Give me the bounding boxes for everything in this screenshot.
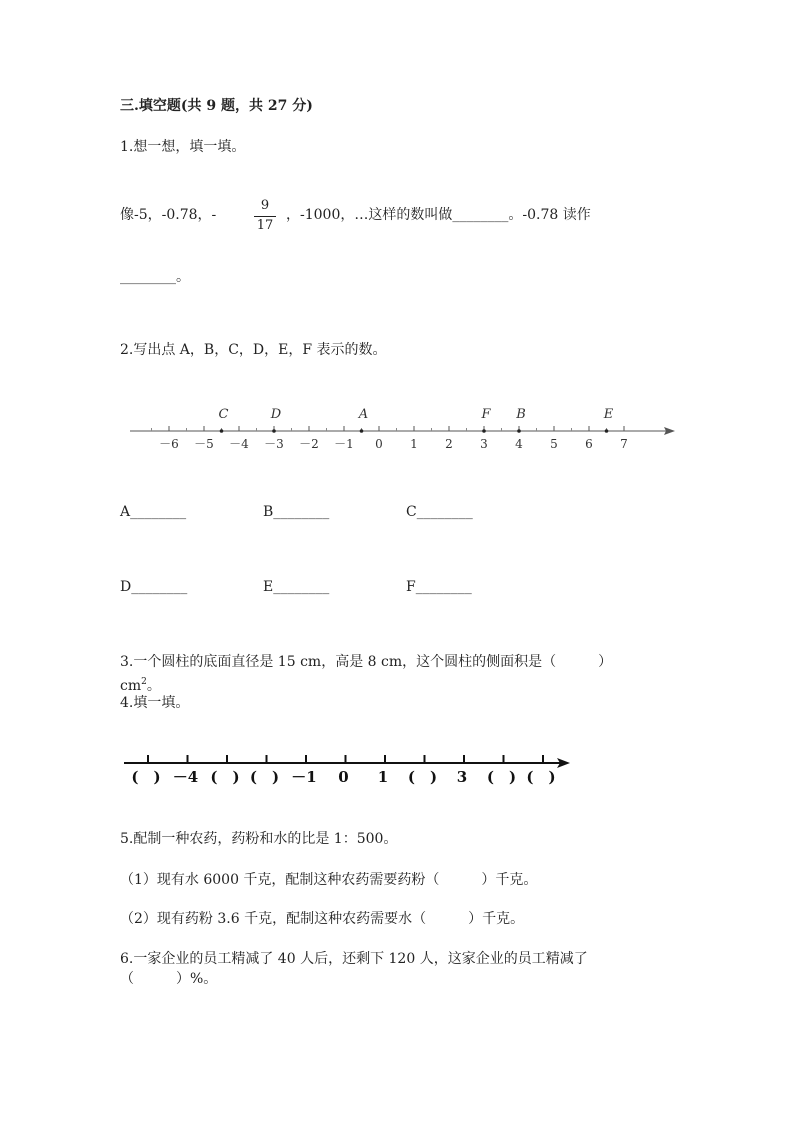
q4-tick-label: －1 [291,768,317,786]
q4-tick-label: ( ) [131,768,161,786]
q4-tick-label: ( ) [407,768,438,786]
q4-ticks [131,755,555,786]
q2-answer-a: A________ [120,504,187,520]
q2-tick-label: －1 [334,437,354,451]
q1-line2: ________。 [120,269,190,285]
q2-answer-b: B________ [263,504,330,520]
q2-tick-label: －3 [264,437,284,451]
q2-tick-label: 7 [620,437,628,451]
q4-tick-label: ( ) [249,768,280,786]
q5-sub1: （1）现有水 6000 千克，配制这种农药需要药粉（ ）千克。 [120,872,538,888]
q2-point-c [220,429,224,433]
q2-point-label-d: D [270,407,282,422]
q3-unit-end: 。 [146,678,161,694]
q5-title: 5.配制一种农药，药粉和水的比是 1：500。 [120,831,398,847]
q3-unit: cm [120,678,142,694]
q4-tick-label: 0 [338,768,349,786]
q2-tick-label: －6 [159,437,179,451]
q2-tick-label: 4 [515,437,523,451]
q4-title: 4.填一填。 [120,695,190,711]
q2-point-e [605,429,609,433]
q2-ticks [152,426,628,451]
q2-tick-label: 6 [585,437,593,451]
q2-point-label-f: F [481,407,491,422]
q2-point-label-b: B [516,407,526,422]
q2-tick-label: 3 [480,437,488,451]
q2-tick-label: －5 [194,437,214,451]
q2-tick-label: －2 [299,437,319,451]
q1-fraction-numerator: 9 [260,198,270,213]
q2-point-f [482,429,486,433]
q2-point-label-a: A [358,407,369,422]
q2-answer-c: C________ [406,504,473,520]
section-title: 三.填空题(共 9 题，共 27 分) [120,98,313,114]
q4-number-line [120,745,580,793]
q2-point-a [360,429,364,433]
q5-sub2: （2）现有药粉 3.6 千克，配制这种农药需要水（ ）千克。 [120,911,525,927]
q2-tick-label: －4 [229,437,249,451]
q2-tick-label: 2 [445,437,453,451]
q1-fraction-denominator: 17 [256,218,274,233]
q4-tick-label: －4 [172,768,199,786]
q2-tick-label: 0 [375,437,383,451]
q4-tick-label: ( ) [526,768,556,786]
q1-title: 1.想一想，填一填。 [120,139,246,155]
q2-point-label-c: C [218,407,229,422]
q6-line1: 6.一家企业的员工精减了 40 人后，还剩下 120 人，这家企业的员工精减了 [120,951,588,967]
q2-answer-e: E________ [263,579,330,595]
q1-fraction-bar [254,216,276,217]
q2-answer-d: D________ [120,579,188,595]
q2-answer-f: F________ [406,579,472,595]
q4-tick-label: ( ) [486,768,517,786]
q6-line2: （ ）%。 [120,971,218,987]
q2-tick-label: 1 [410,437,418,451]
q2-point-label-e: E [603,407,614,422]
q3-unit-sup: 2 [141,677,147,687]
q2-point-d [272,429,276,433]
q2-point-b [517,429,521,433]
q2-tick-label: 5 [550,437,558,451]
q3-line1: 3.一个圆柱的底面直径是 15 cm，高是 8 cm，这个圆柱的侧面积是（ ） [120,654,613,670]
q1-line-pre: 像-5，-0.78，- [120,207,217,223]
q1-line-post: ，-1000，…这样的数叫做________。-0.78 读作 [286,207,591,223]
q4-tick-label: ( ) [210,768,240,786]
q2-number-line [120,395,680,457]
q2-title: 2.写出点 A，B，C，D，E，F 表示的数。 [120,342,387,358]
q4-tick-label: 1 [377,768,389,786]
q4-tick-label: 3 [456,768,468,786]
